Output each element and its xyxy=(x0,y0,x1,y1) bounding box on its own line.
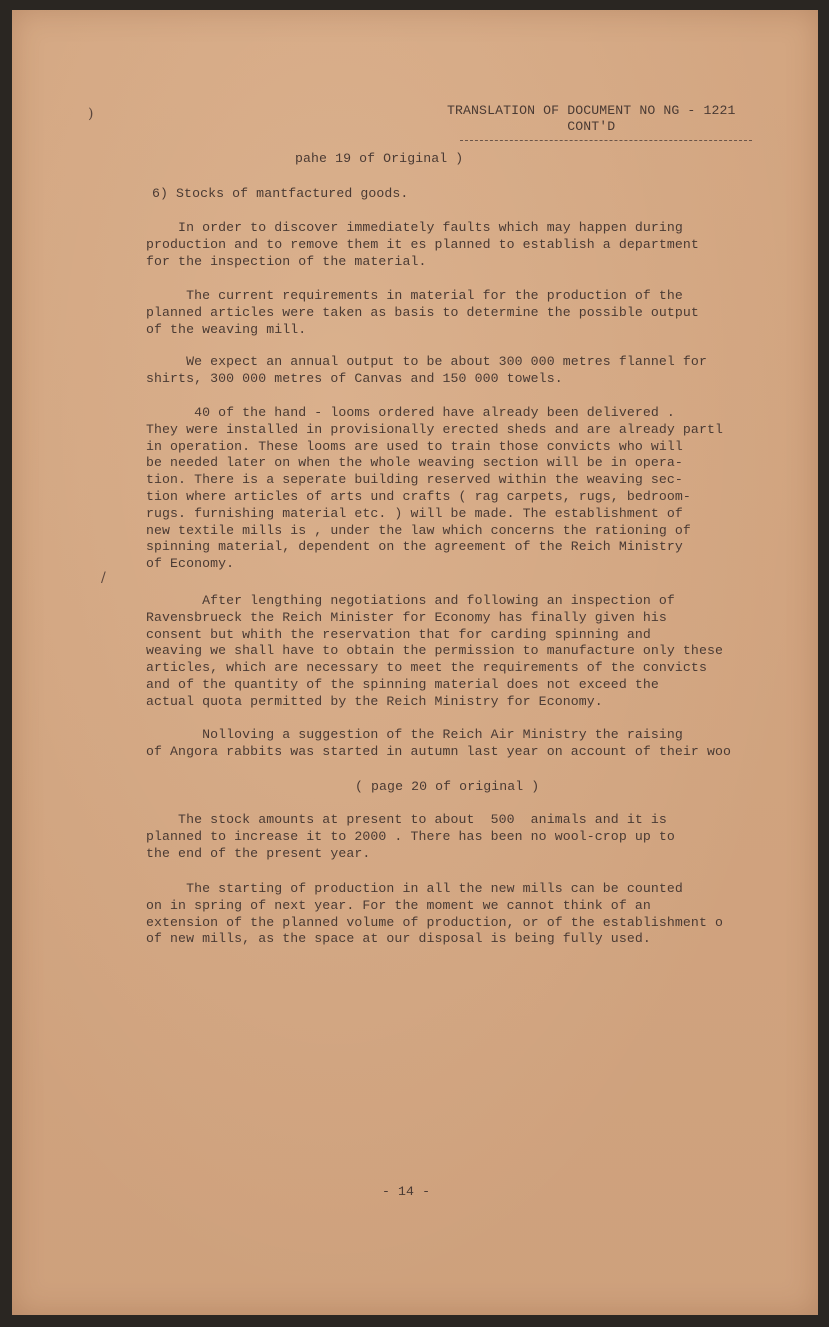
paragraph: In order to discover immediately faults which may happen during production and to remove them it es planned to establish a department for the inspection of the material. xyxy=(146,220,699,269)
margin-mark: ) xyxy=(88,106,94,122)
paragraph: We expect an annual output to be about 300 000 metres flannel for shirts, 300 000 metres of Canvas and 150 000 towels. xyxy=(146,354,707,386)
page-reference: pahe 19 of Original ) xyxy=(295,151,464,166)
section-heading: 6) Stocks of mantfactured goods. xyxy=(152,186,409,201)
paragraph: 40 of the hand - looms ordered have already been delivered . They were installed in provisionally erected sheds and are already partl in operation. These looms are used to train those convicts who will be needed later on when the whole weaving section will be in opera- tion. There is a seperate building reserved within the weaving sec- tion where articles of arts und crafts ( rag carpets, rugs, bedroom- rugs. furnishing material etc. ) will be made. The establishment of new textile mills is , under the law which concerns the rationing of spinning material, dependent on the agreement of the Reich Ministry of Economy. xyxy=(146,405,723,572)
header-line-2: CONT'D xyxy=(567,119,616,134)
translation-header xyxy=(447,103,736,135)
page-number: - 14 - xyxy=(382,1184,431,1199)
margin-mark: / xyxy=(101,570,106,586)
header-line-1: TRANSLATION OF DOCUMENT NO NG - 1221 xyxy=(447,103,736,118)
document-page xyxy=(12,10,818,1315)
paragraph: The starting of production in all the new mills can be counted on in spring of next year. For the moment we cannot think of an extension of the planned volume of production, or of the establishment o of new mills, as the space at our disposal is being fully used. xyxy=(146,881,723,947)
header-rule xyxy=(460,140,752,141)
paragraph: The stock amounts at present to about 500 animals and it is planned to increase it to 2000 . There has been no wool-crop up to the end of the present year. xyxy=(146,812,675,861)
paragraph: The current requirements in material for the production of the planned articles were taken as basis to determine the possible output of the weaving mill. xyxy=(146,288,699,337)
paragraph: Nolloving a suggestion of the Reich Air Ministry the raising of Angora rabbits was started in autumn last year on account of their woo xyxy=(146,727,732,759)
page-reference: ( page 20 of original ) xyxy=(355,779,540,794)
paragraph: After lengthing negotiations and following an inspection of Ravensbrueck the Reich Minister for Economy has finally given his consent but whith the reservation that for carding spinning and weaving we shall have to obtain the permission to manufacture only these articles, which are necessary to meet the requirements of the convicts and of the quantity of the spinning material does not exceed the actual quota permitted by the Reich Ministry for Economy. xyxy=(146,593,723,709)
